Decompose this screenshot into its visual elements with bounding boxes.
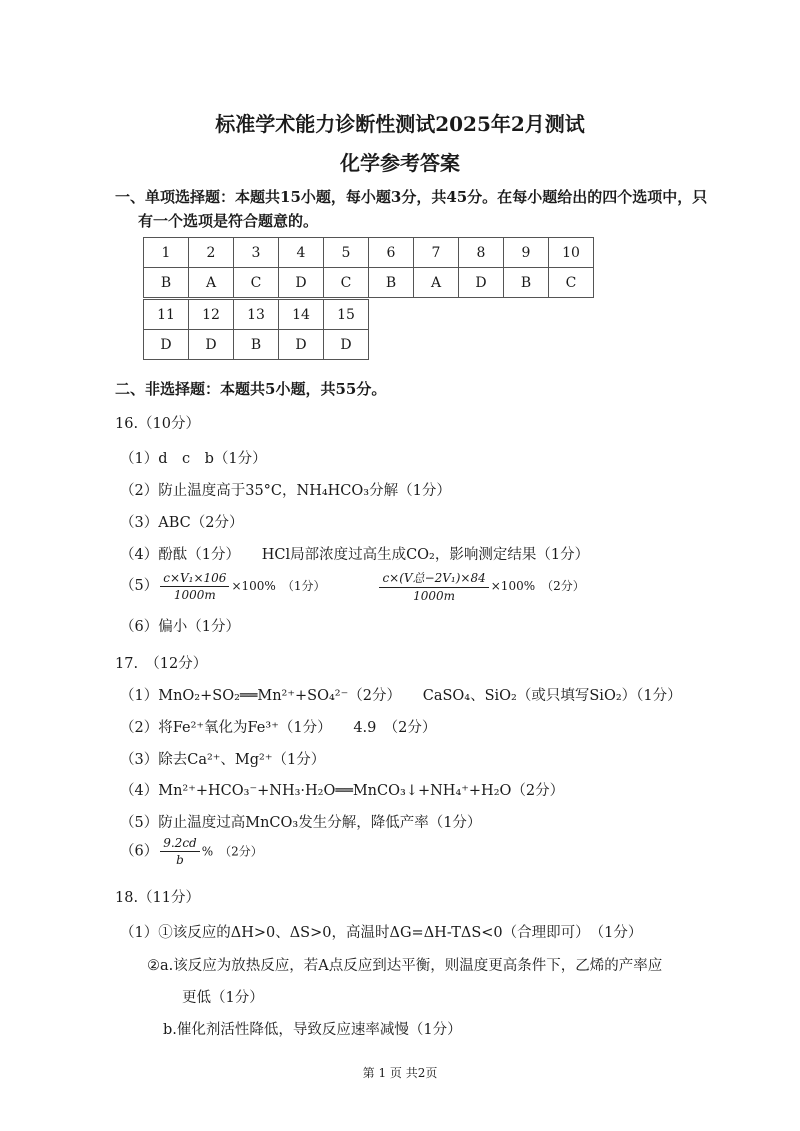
answer-cell: 8: [459, 238, 504, 268]
answer-cell: 3: [234, 238, 279, 268]
answer-cell: B: [504, 268, 549, 298]
q17-part6-label: （6）: [120, 843, 159, 860]
page-subtitle: 化学参考答案: [340, 151, 460, 175]
answer-cell: C: [549, 268, 594, 298]
q17-part4: （4）Mn²⁺+HCO₃⁻+NH₃·H₂O══MnCO₃↓+NH₄⁺+H₂O（2分）: [120, 783, 565, 799]
fraction-denominator: 1000m: [413, 589, 456, 603]
answer-cell: 2: [189, 238, 234, 268]
q18-part2a-line2: 更低（1分）: [182, 990, 264, 1006]
answer-cell: 14: [279, 300, 324, 330]
q16-part1: （1）d c b（1分）: [120, 451, 267, 467]
answer-cell: 11: [144, 300, 189, 330]
q17-part5: （5）防止温度过高MnCO₃发生分解，降低产率（1分）: [120, 815, 482, 831]
q17-part2: （2）将Fe²⁺氧化为Fe³⁺（1分） 4.9 （2分）: [120, 720, 437, 736]
answer-table-row-numbers: [144, 300, 369, 330]
answer-cell: D: [459, 268, 504, 298]
page-title: 标准学术能力诊断性测试2025年2月测试: [215, 112, 585, 136]
answer-table-row-answers: [144, 330, 369, 360]
answer-cell: D: [189, 330, 234, 360]
answer-cell: A: [414, 268, 459, 298]
answer-cell: 6: [369, 238, 414, 268]
q18-header: 18.（11分）: [115, 890, 201, 906]
answer-cell: C: [324, 268, 369, 298]
answer-cell: D: [324, 330, 369, 360]
q16-part5-label: （5）: [120, 578, 159, 594]
q18-part2a-line1: ②a.该反应为放热反应，若A点反应到达平衡，则温度更高条件下，乙烯的产率应: [147, 958, 663, 974]
answer-cell: 13: [234, 300, 279, 330]
answer-cell: D: [279, 268, 324, 298]
q16-fraction-1-tail: ×100% （1分）: [231, 579, 326, 593]
answer-cell: 9: [504, 238, 549, 268]
q18-part2b: b.催化剂活性降低，导致反应速率减慢（1分）: [163, 1022, 462, 1038]
answer-cell: A: [189, 268, 234, 298]
answer-cell: D: [279, 330, 324, 360]
answer-table-row-numbers: [144, 238, 594, 268]
fraction-denominator: b: [176, 853, 184, 867]
answer-cell: 1: [144, 238, 189, 268]
section1-heading-line1: 一、单项选择题：本题共15小题，每小题3分，共45分。在每小题给出的四个选项中，只: [115, 188, 708, 206]
answer-cell: C: [234, 268, 279, 298]
answer-cell: 10: [549, 238, 594, 268]
q16-part4: （4）酚酞（1分） HCl局部浓度过高生成CO₂，影响测定结果（1分）: [120, 547, 590, 563]
q17-part1: （1）MnO₂+SO₂══Mn²⁺+SO₄²⁻（2分） CaSO₄、SiO₂（或只填写SiO₂）（1分）: [120, 688, 682, 704]
q17-header: 17. （12分）: [115, 656, 208, 672]
answer-table-row-answers: [144, 268, 594, 298]
q16-header: 16.（10分）: [115, 416, 201, 432]
answer-cell: 5: [324, 238, 369, 268]
fraction-numerator: 9.2cd: [160, 836, 200, 852]
page-footer: 第 1 页 共2页: [362, 1066, 438, 1080]
q16-part5: [120, 569, 585, 603]
answer-cell: D: [144, 330, 189, 360]
q16-fraction-2-tail: ×100% （2分）: [490, 579, 585, 593]
q16-part3: （3）ABC（2分）: [120, 515, 244, 531]
fraction-numerator: c×V₁×106: [160, 571, 229, 587]
answer-cell: 7: [414, 238, 459, 268]
q17-part3: （3）除去Ca²⁺、Mg²⁺（1分）: [120, 752, 326, 768]
section1-heading-line2: 有一个选项是符合题意的。: [138, 212, 319, 230]
answer-cell: B: [144, 268, 189, 298]
q16-part6: （6）偏小（1分）: [120, 619, 240, 635]
fraction-denominator: 1000m: [173, 587, 216, 602]
answer-cell: 15: [324, 300, 369, 330]
answer-cell: B: [369, 268, 414, 298]
q16-fraction-1: [160, 571, 229, 602]
q17-part6: [120, 836, 263, 867]
answer-cell: 12: [189, 300, 234, 330]
section2-heading: 二、非选择题：本题共5小题，共55分。: [115, 380, 387, 398]
answer-table-1: [143, 237, 594, 298]
q16-fraction-2: [379, 569, 488, 603]
q17-fraction-tail: % （2分）: [201, 844, 263, 859]
answer-cell: B: [234, 330, 279, 360]
answer-cell: 4: [279, 238, 324, 268]
q16-part2: （2）防止温度高于35°C，NH₄HCO₃分解（1分）: [120, 483, 451, 499]
fraction-numerator: c×(V总−2V₁)×84: [379, 569, 488, 588]
q17-fraction: [160, 836, 200, 867]
answer-table-2: [143, 299, 369, 360]
q18-part1: （1）①该反应的ΔH>0、ΔS>0，高温时ΔG=ΔH-TΔS<0（合理即可） （1分）: [120, 925, 643, 941]
